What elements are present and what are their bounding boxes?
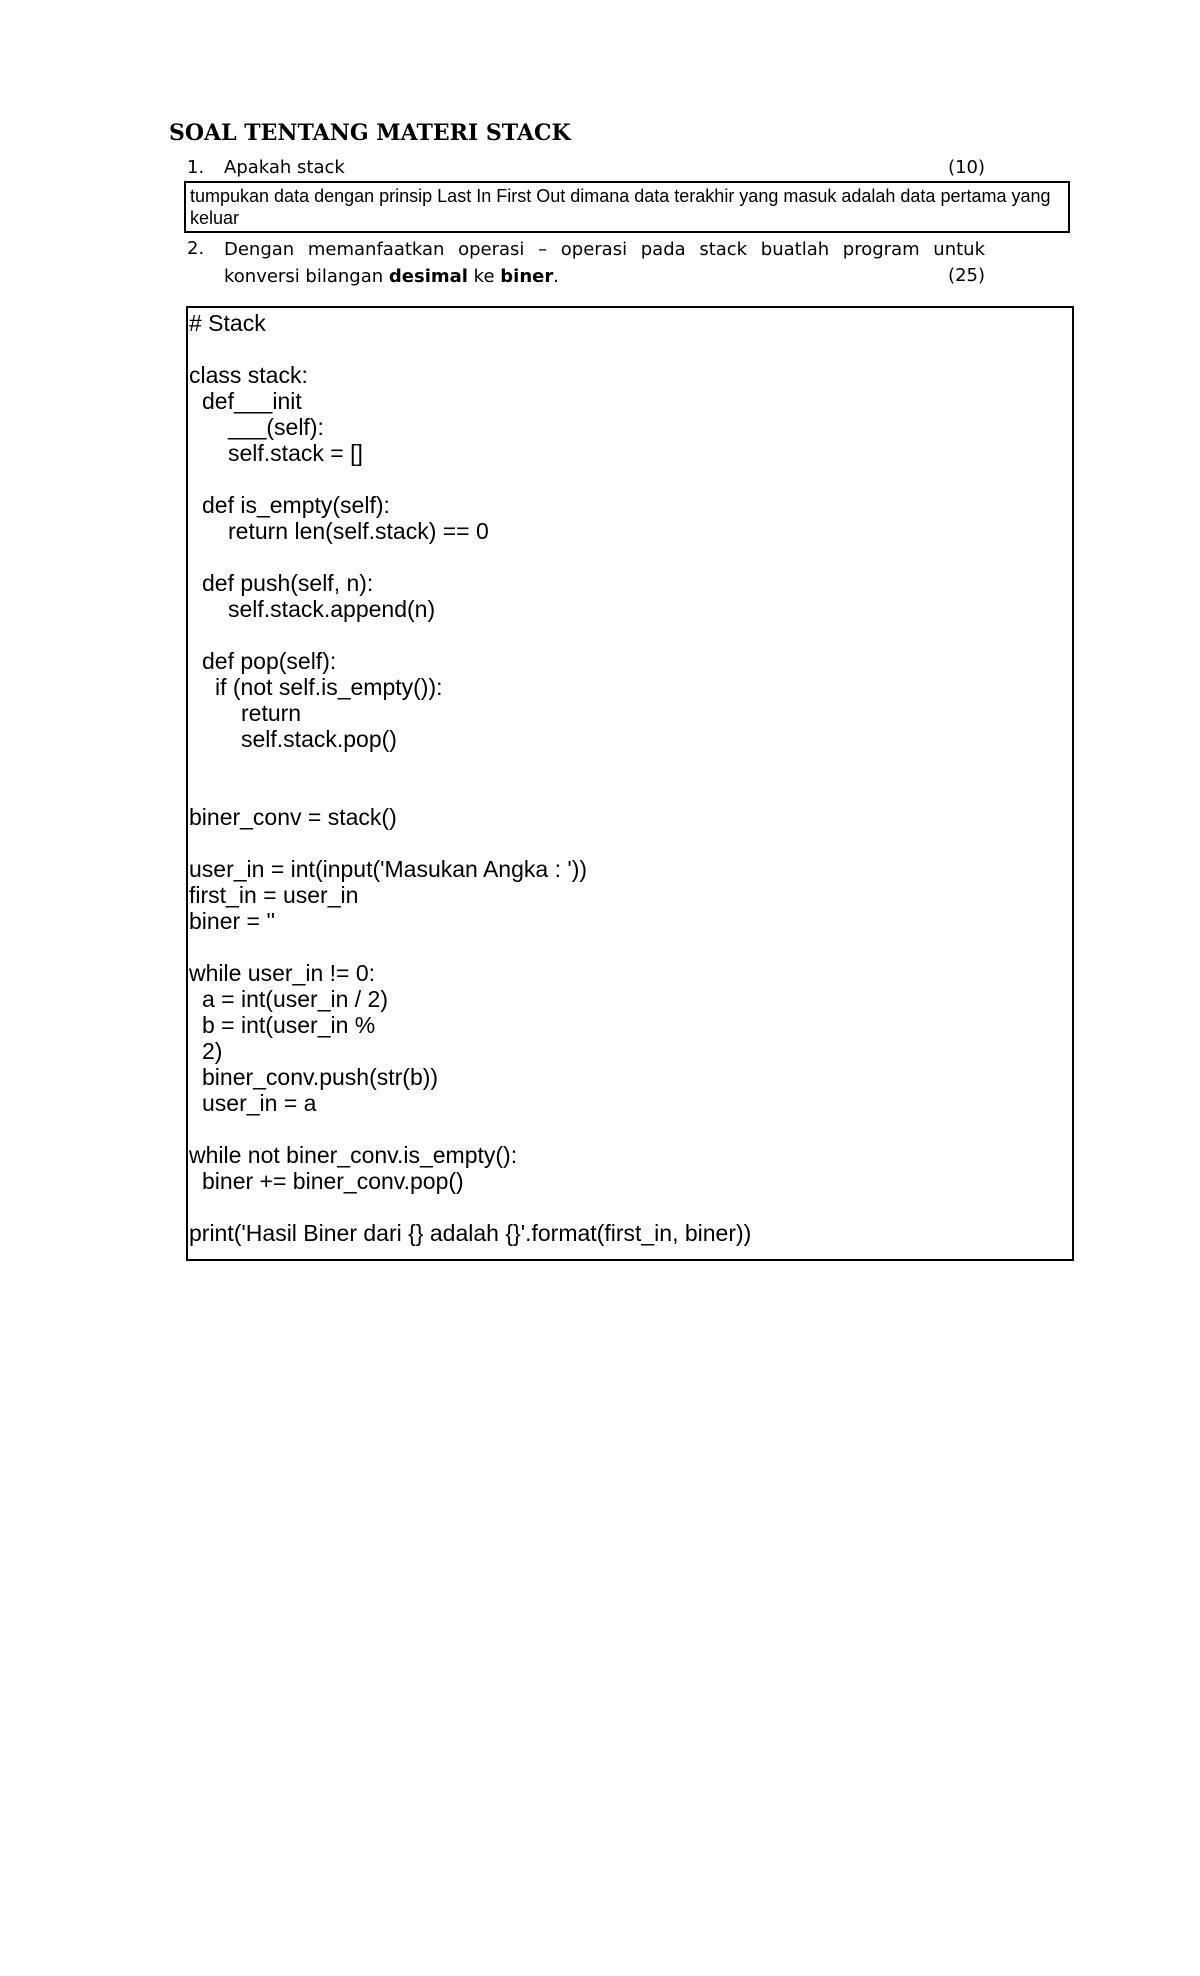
code-line: def___init xyxy=(202,388,302,414)
code-line xyxy=(188,544,1072,570)
code-line: 2) xyxy=(202,1038,223,1064)
code-line xyxy=(188,934,1072,960)
code-line xyxy=(188,830,1072,856)
code-line: biner_conv.push(str(b)) xyxy=(202,1064,439,1090)
code-line: self.stack = [] xyxy=(228,440,363,466)
question-2-points: (25) xyxy=(948,265,985,286)
question-2-text xyxy=(224,236,985,290)
question-1-answer-text: tumpukan data dengan prinsip Last In First Out dimana data terakhir yang masuk adalah data pertama yang keluar xyxy=(190,186,1051,228)
question-2-keyword-desimal: desimal xyxy=(388,266,468,287)
code-line xyxy=(188,466,1072,492)
code-line: print('Hasil Biner dari {} adalah {}'.format(first_in, biner)) xyxy=(189,1220,752,1246)
question-1-number: 1. xyxy=(187,157,205,178)
code-line: # Stack xyxy=(189,310,266,336)
code-line: if (not self.is_empty()): xyxy=(215,674,443,700)
question-2-text-main: Dengan memanfaatkan operasi – operasi pada stack buatlah program untuk konversi bilangan xyxy=(224,239,985,287)
code-line: biner = '' xyxy=(189,908,276,934)
code-line: first_in = user_in xyxy=(189,882,359,908)
code-line: def pop(self): xyxy=(202,648,337,674)
code-line: b = int(user_in % xyxy=(202,1012,376,1038)
document-title: SOAL TENTANG MATERI STACK xyxy=(169,120,571,146)
question-2-text-ke: ke xyxy=(467,266,501,287)
code-line: biner_conv = stack() xyxy=(189,804,397,830)
question-1-points: (10) xyxy=(948,157,985,178)
question-2-number: 2. xyxy=(187,238,205,259)
code-line: self.stack.pop() xyxy=(241,726,397,752)
code-line xyxy=(188,752,1072,778)
question-2-keyword-biner: biner xyxy=(500,266,554,287)
question-2-text-period: . xyxy=(553,266,559,287)
code-line: class stack: xyxy=(189,362,308,388)
question-1 xyxy=(187,155,985,181)
question-1-text: Apakah stack xyxy=(224,157,345,178)
code-line xyxy=(188,336,1072,362)
question-2 xyxy=(187,236,985,292)
code-line: while user_in != 0: xyxy=(189,960,376,986)
code-line: def is_empty(self): xyxy=(202,492,390,518)
code-answer-box xyxy=(186,306,1074,1261)
question-1-answer-box xyxy=(184,181,1070,233)
code-line xyxy=(188,622,1072,648)
code-line xyxy=(188,1194,1072,1220)
code-line: def push(self, n): xyxy=(202,570,374,596)
code-line: biner += biner_conv.pop() xyxy=(202,1168,464,1194)
code-line: ___(self): xyxy=(228,414,324,440)
code-line: self.stack.append(n) xyxy=(228,596,436,622)
code-line xyxy=(188,1116,1072,1142)
code-line: return xyxy=(241,700,302,726)
code-line: a = int(user_in / 2) xyxy=(202,986,389,1012)
code-line: user_in = int(input('Masukan Angka : ')) xyxy=(189,856,588,882)
code-line: user_in = a xyxy=(202,1090,317,1116)
code-line: return len(self.stack) == 0 xyxy=(228,518,489,544)
code-line: while not biner_conv.is_empty(): xyxy=(189,1142,518,1168)
code-line xyxy=(188,778,1072,804)
